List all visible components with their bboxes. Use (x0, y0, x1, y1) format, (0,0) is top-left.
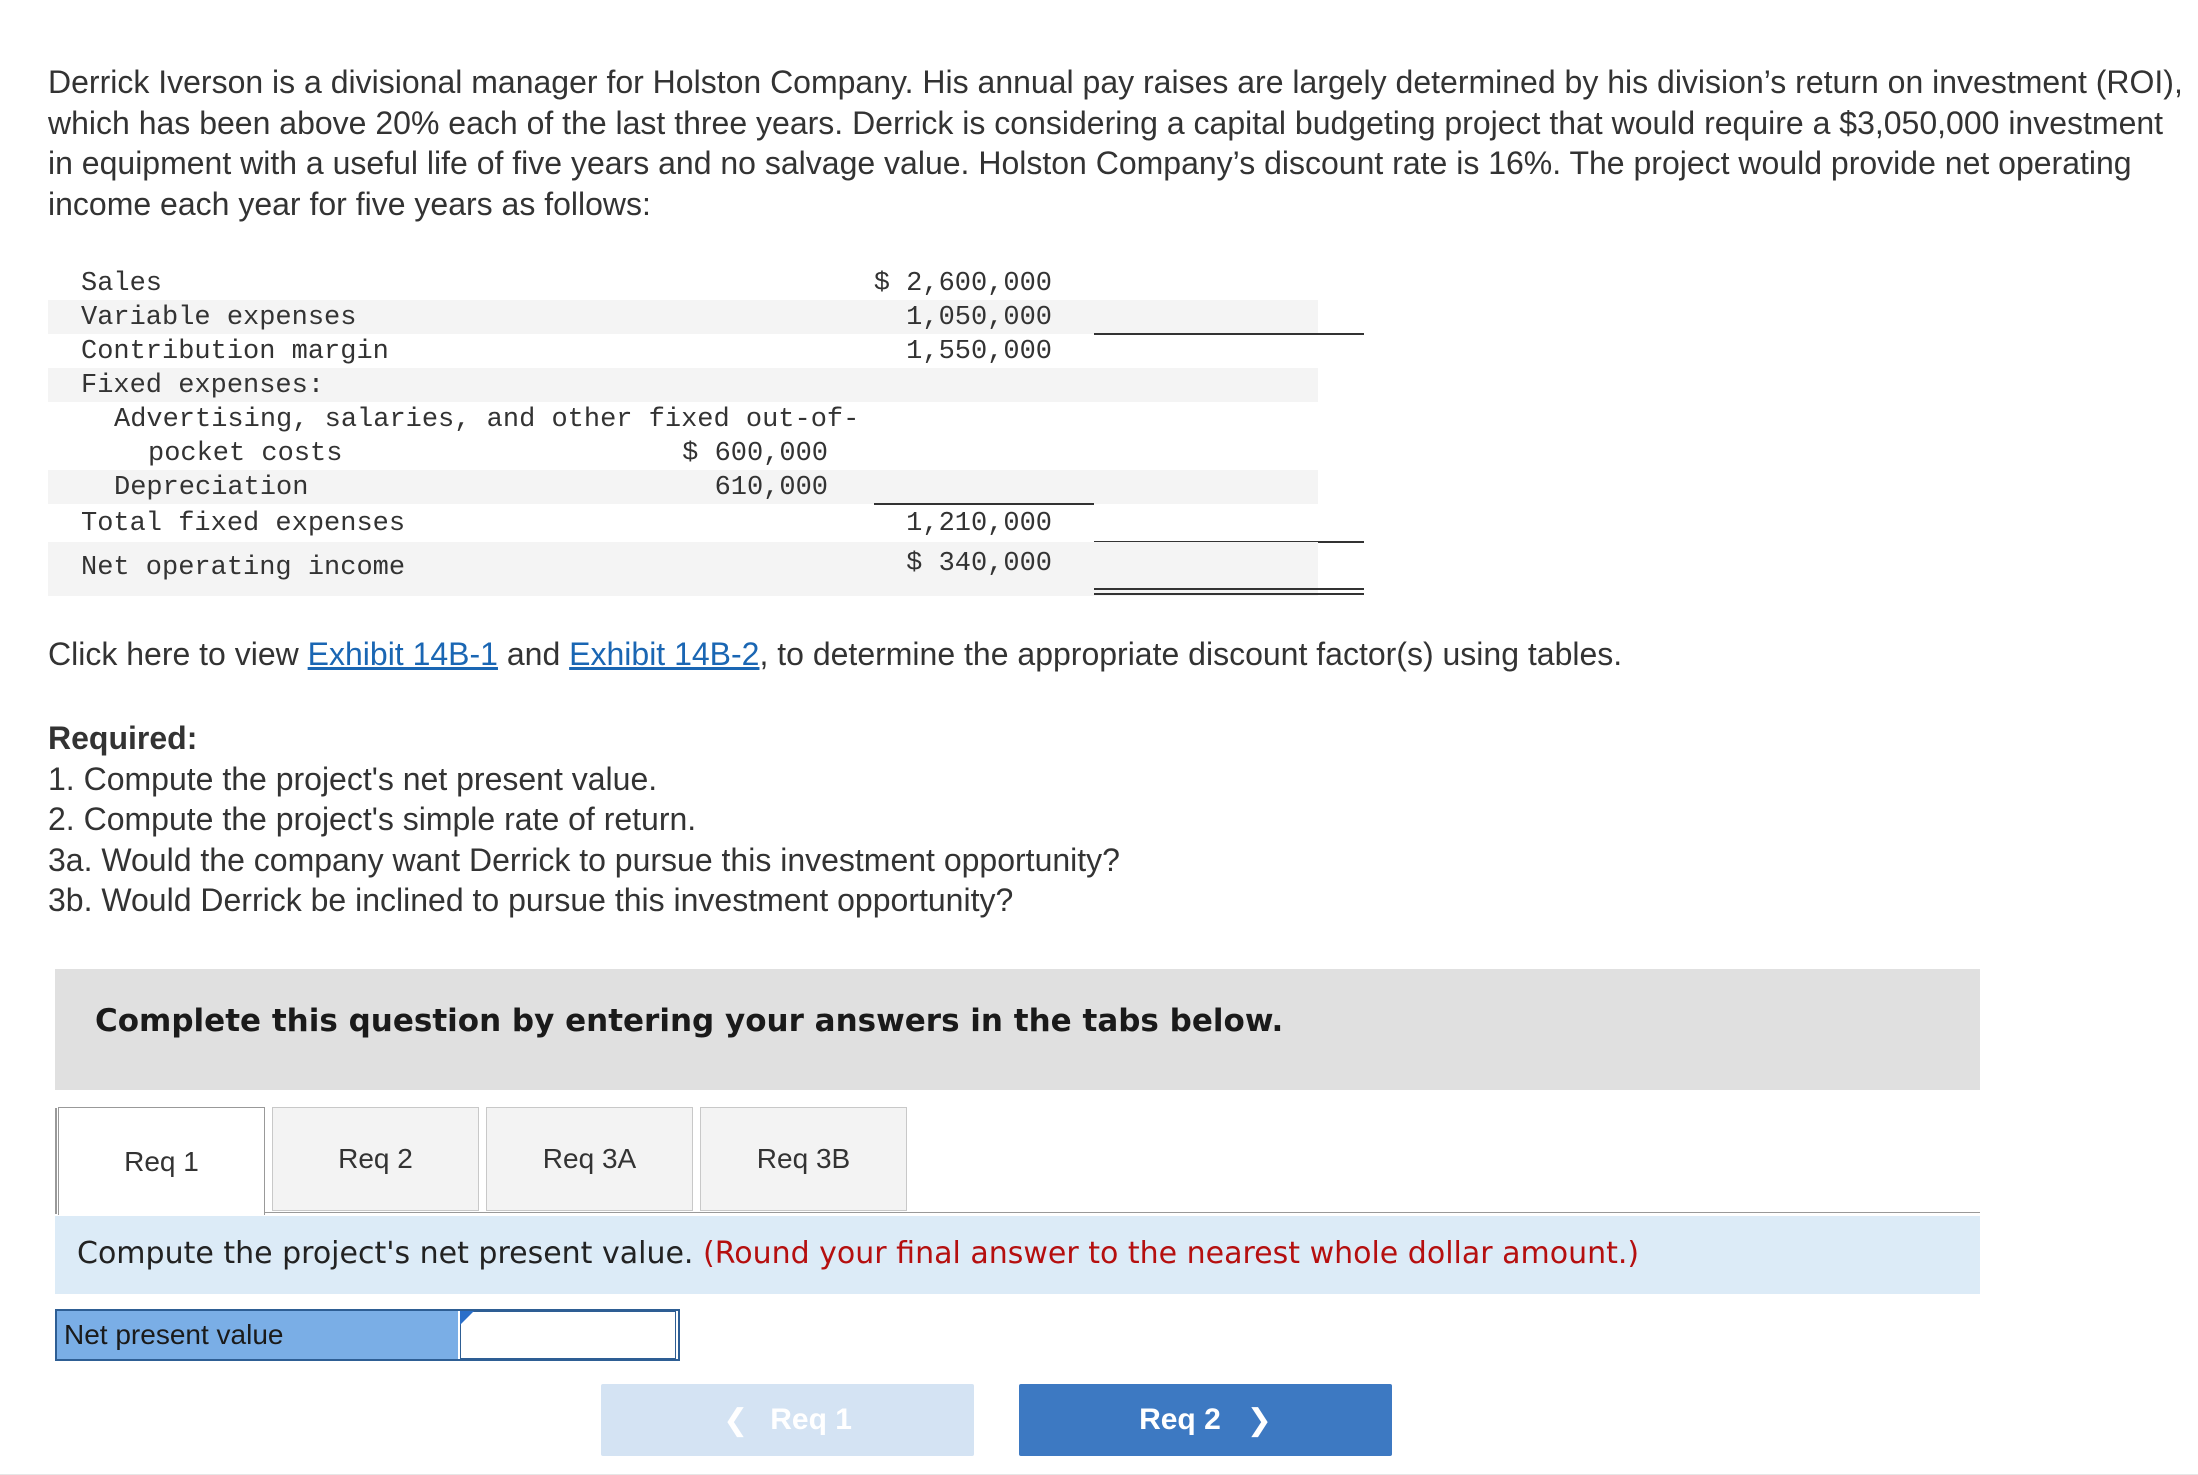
fixed-expenses-label: Fixed expenses: (81, 371, 325, 401)
advertising-value: $ 600,000 (682, 439, 828, 469)
rounding-note: (Round your final answer to the nearest whole dollar amount.) (703, 1236, 1640, 1271)
variable-expenses-value: 1,050,000 (906, 303, 1052, 333)
statement-row-fixed (48, 368, 1318, 402)
advertising-label-line2: pocket costs (148, 439, 343, 469)
required-item-3b: 3b. Would Derrick be inclined to pursue this investment opportunity? (48, 882, 1014, 918)
chevron-left-icon: ❮ (723, 1403, 749, 1437)
exhibit-prefix: Click here to view (48, 636, 308, 672)
answer-row (55, 1309, 680, 1361)
statement-row-depreciation (48, 470, 1318, 504)
depreciation-label: Depreciation (114, 473, 309, 503)
statement-row-variable (48, 300, 1318, 334)
tab-req-3a[interactable] (486, 1107, 693, 1211)
tab-label: Req 1 (124, 1145, 199, 1177)
sales-label: Sales (81, 269, 163, 299)
exhibit-line (48, 636, 1622, 673)
tab-border-bottom (265, 1212, 1980, 1213)
sales-value: $ 2,600,000 (873, 269, 1052, 299)
total-fixed-label: Total fixed expenses (81, 509, 406, 539)
tab-req-2[interactable] (272, 1107, 479, 1211)
total-fixed-value: 1,210,000 (906, 509, 1052, 539)
depreciation-value: 610,000 (714, 473, 828, 503)
net-operating-income-value: $ 340,000 (906, 549, 1052, 579)
chevron-right-icon: ❯ (1246, 1403, 1272, 1437)
tab-req-1[interactable] (58, 1107, 265, 1215)
net-present-value-label: Net present value (57, 1311, 458, 1359)
instruction-text: Compute the project's net present value. (77, 1236, 694, 1271)
instructions-banner (55, 969, 1980, 1090)
required-item-3a: 3a. Would the company want Derrick to pursue this investment opportunity? (48, 841, 1120, 878)
double-underline-bottom (1094, 593, 1364, 595)
exhibit-14b-2-link[interactable]: Exhibit 14B-2 (569, 636, 760, 672)
required-item-2: 2. Compute the project's simple rate of return. (48, 801, 697, 837)
statement-row-noi (48, 542, 1318, 596)
tab-label: Req 2 (338, 1143, 413, 1174)
statement-row-advertising (48, 402, 1318, 470)
required-heading: Required: (48, 720, 198, 756)
variable-expenses-label: Variable expenses (81, 303, 357, 333)
advertising-label-line1: Advertising, salaries, and other fixed out-of- (114, 405, 860, 435)
prev-button-label: Req 1 (770, 1403, 852, 1436)
required-section (48, 718, 1120, 921)
exhibit-mid: and (497, 636, 570, 672)
statement-row-sales (48, 266, 1318, 300)
banner-text: Complete this question by entering your answers in the tabs below. (95, 1003, 1284, 1039)
next-req-button[interactable] (1019, 1384, 1392, 1456)
exhibit-14b-1-link[interactable]: Exhibit 14B-1 (307, 636, 498, 672)
required-item-1: 1. Compute the project's net present value. (48, 760, 658, 797)
contribution-margin-label: Contribution margin (81, 337, 389, 367)
tab-req-3b[interactable] (700, 1107, 907, 1211)
contribution-margin-value: 1,550,000 (906, 337, 1052, 367)
tab-label: Req 3B (756, 1143, 851, 1174)
tab-border-left (55, 1108, 57, 1214)
problem-intro: Derrick Iverson is a divisional manager for Holston Company. His annual pay raises are largely determined by his division’s return on investment (ROI), which has been above 20% each of the last three years. Derrick is considering a capital budgeting project that would require a $3,050,000 investment in equipment with a useful life of five years and no salvage value. Holston Company’s discount rate is 16%. The project would provide net operating income each year for five years as follows: (48, 64, 2183, 222)
statement-row-cm (48, 334, 1318, 368)
income-statement (48, 266, 1318, 596)
prev-req-button[interactable] (601, 1384, 974, 1456)
next-button-label: Req 2 (1139, 1403, 1221, 1436)
double-underline-top (1094, 588, 1364, 590)
exhibit-suffix: , to determine the appropriate discount factor(s) using tables. (759, 636, 1623, 672)
net-present-value-input[interactable] (460, 1311, 676, 1359)
statement-row-total-fixed (48, 504, 1318, 542)
input-marker-icon (460, 1311, 474, 1325)
question-instruction (55, 1216, 1980, 1294)
net-operating-income-label: Net operating income (81, 553, 406, 583)
tab-label: Req 3A (542, 1143, 637, 1174)
